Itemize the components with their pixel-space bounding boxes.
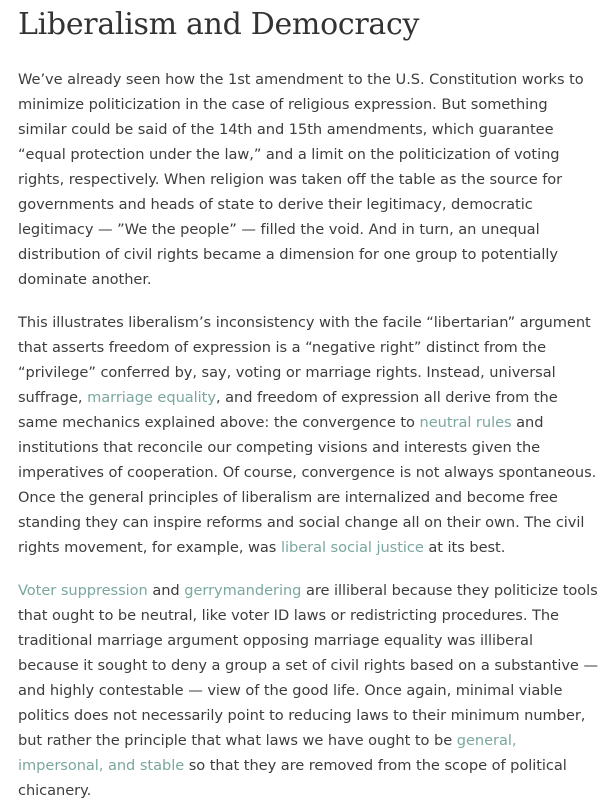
paragraph-2-text-3: and institutions that reconcile our competing visions and interests given the imperatives of cooperation. Of course, convergence is not always spontaneous. Once the general principles of liberalism are internalized and become free standing they can inspire reforms and social change all on their own. The civil rights movement, for example, was	[18, 414, 597, 556]
paragraph-3-text-3: so that they are removed from the scope of political chicanery.	[18, 757, 567, 799]
voter-suppression-link[interactable]: Voter suppression	[18, 582, 148, 599]
paragraph-2	[18, 310, 598, 560]
paragraph-2-text-2: , and freedom of expression all derive from the same mechanics explained above: the convergence to	[18, 389, 558, 431]
liberal-social-justice-link[interactable]: liberal social justice	[280, 539, 424, 556]
general-impersonal-stable-link[interactable]: general, impersonal, and stable	[18, 732, 517, 774]
paragraph-3-text-2: are illiberal because they politicize tools that ought to be neutral, like voter ID laws or redistricting procedures. The traditional marriage argument opposing marriage equality was illiberal because it sought to deny a group a set of civil rights based on a substantive — and highly contestable — view of the good life. Once again, minimal viable politics does not necessarily point to reducing laws to their minimum number, but rather the principle that what laws we have ought to be	[18, 582, 598, 749]
marriage-equality-link[interactable]: marriage equality	[87, 389, 216, 406]
article-title: Liberalism and Democracy	[18, 7, 420, 42]
paragraph-3-text-1: and	[147, 582, 185, 599]
paragraph-1: We’ve already seen how the 1st amendment to the U.S. Constitution works to minimize politicization in the case of religious expression. But something similar could be said of the 14th and 15th amendments, which guarantee “equal protection under the law,” and a limit on the politicization of voting rights, respectively. When religion was taken off the table as the source for governments and heads of state to derive their legitimacy, democratic legitimacy — ”We the people” — filled the void. And in turn, an unequal distribution of civil rights became a dimension for one group to potentially dominate another.	[18, 71, 584, 288]
paragraph-2-text-4: at its best.	[423, 539, 506, 556]
paragraph-2-text-1: This illustrates liberalism’s inconsistency with the facile “libertarian” argument that asserts freedom of expression is a “negative right” distinct from the “privilege” conferred by, say, voting or marriage rights. Instead, universal suffrage,	[18, 314, 591, 406]
paragraph-3	[18, 578, 598, 803]
article	[18, 0, 598, 803]
neutral-rules-link[interactable]: neutral rules	[419, 414, 512, 431]
gerrymandering-link[interactable]: gerrymandering	[184, 582, 302, 599]
